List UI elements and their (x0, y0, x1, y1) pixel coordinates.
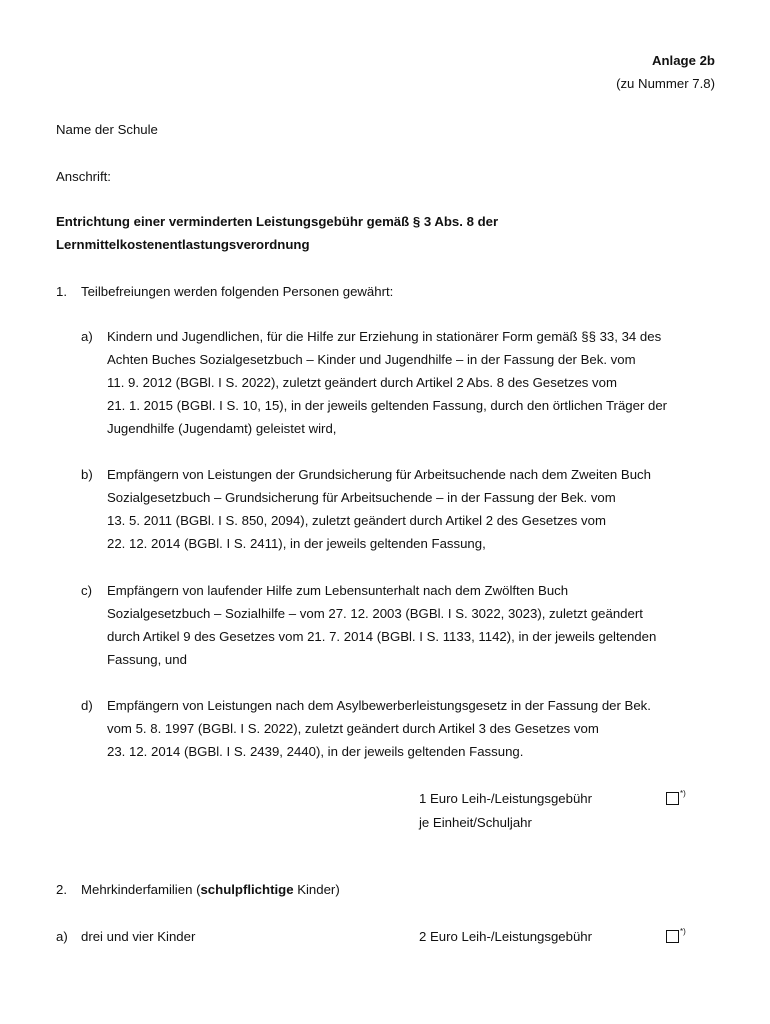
footnote-mark: *) (680, 789, 686, 798)
section-2-item-a-fee: 2 Euro Leih-/Leistungsgebühr (419, 929, 593, 944)
item-c-line: Fassung, und (107, 652, 187, 667)
item-d-text (107, 694, 651, 763)
annex-title: Anlage 2b (651, 53, 715, 68)
item-c-line: durch Artikel 9 des Gesetzes vom 21. 7. 2014 (BGBl. I S. 1133, 1142), in der jeweils geltenden (107, 629, 657, 644)
section-2-text-before: Mehrkinderfamilien ( (81, 882, 201, 897)
section-1-number: 1. (56, 284, 67, 299)
address-label: Anschrift: (56, 169, 111, 184)
item-b-line: Sozialgesetzbuch – Grundsicherung für Arbeitsuchende – in der Fassung der Bek. vom (107, 490, 616, 505)
section-2-item-a-text: drei und vier Kinder (81, 929, 196, 944)
fee-1-checkbox-wrap (666, 790, 686, 805)
heading-line-2: Lernmittelkostenentlastungsverordnung (56, 237, 310, 252)
fee-2-checkbox[interactable] (666, 930, 679, 943)
item-c-line: Sozialgesetzbuch – Sozialhilfe – vom 27. 12. 2003 (BGBl. I S. 3022, 3023), zuletzt geändert (107, 606, 643, 621)
item-c-text (107, 579, 656, 671)
item-b-line: 13. 5. 2011 (BGBl. I S. 850, 2094), zuletzt geändert durch Artikel 2 des Gesetzes vom (107, 513, 606, 528)
item-b-text (107, 463, 651, 555)
item-a-text (107, 325, 667, 440)
item-b-line: Empfängern von Leistungen der Grundsicherung für Arbeitsuchende nach dem Zweiten Buch (107, 467, 651, 482)
item-b-letter: b) (81, 467, 93, 482)
section-2-item-a-letter: a) (56, 929, 68, 944)
section-2-number: 2. (56, 882, 67, 897)
item-d-line: Empfängern von Leistungen nach dem Asylbewerberleistungsgesetz in der Fassung der Bek. (107, 698, 651, 713)
footnote-mark: *) (680, 927, 686, 936)
item-a-letter: a) (81, 329, 93, 344)
annex-subtitle: (zu Nummer 7.8) (616, 76, 715, 91)
item-d-line: vom 5. 8. 1997 (BGBl. I S. 2022), zuletzt geändert durch Artikel 3 des Gesetzes vom (107, 721, 599, 736)
heading-line-1: Entrichtung einer verminderten Leistungsgebühr gemäß § 3 Abs. 8 der (56, 214, 499, 229)
section-2-text (81, 882, 340, 897)
item-c-line: Empfängern von laufender Hilfe zum Lebensunterhalt nach dem Zwölften Buch (107, 583, 569, 598)
fee-2-checkbox-wrap (666, 928, 686, 943)
item-a-line: Achten Buches Sozialgesetzbuch – Kinder und Jugendhilfe – in der Fassung der Bek. vom (107, 352, 636, 367)
school-name-label: Name der Schule (56, 122, 158, 137)
fee-1-checkbox[interactable] (666, 792, 679, 805)
fee-line-2: je Einheit/Schuljahr (419, 815, 532, 830)
item-a-line: Kindern und Jugendlichen, für die Hilfe zur Erziehung in stationärer Form gemäß §§ 33, 34 des (107, 329, 662, 344)
section-2-text-after: Kinder) (293, 882, 340, 897)
item-a-line: Jugendhilfe (Jugendamt) geleistet wird, (107, 421, 337, 436)
section-1-text: Teilbefreiungen werden folgenden Personen gewährt: (81, 284, 394, 299)
item-d-line: 23. 12. 2014 (BGBl. I S. 2439, 2440), in der jeweils geltenden Fassung. (107, 744, 524, 759)
item-d-letter: d) (81, 698, 93, 713)
section-2-text-bold: schulpflichtige (200, 882, 294, 897)
item-a-line: 11. 9. 2012 (BGBl. I S. 2022), zuletzt geändert durch Artikel 2 Abs. 8 des Gesetzes vom (107, 375, 617, 390)
item-b-line: 22. 12. 2014 (BGBl. I S. 2411), in der jeweils geltenden Fassung, (107, 536, 486, 551)
fee-line-1: 1 Euro Leih-/Leistungsgebühr (419, 791, 593, 806)
item-a-line: 21. 1. 2015 (BGBl. I S. 10, 15), in der jeweils geltenden Fassung, durch den örtlichen Träger der (107, 398, 668, 413)
item-c-letter: c) (81, 583, 92, 598)
